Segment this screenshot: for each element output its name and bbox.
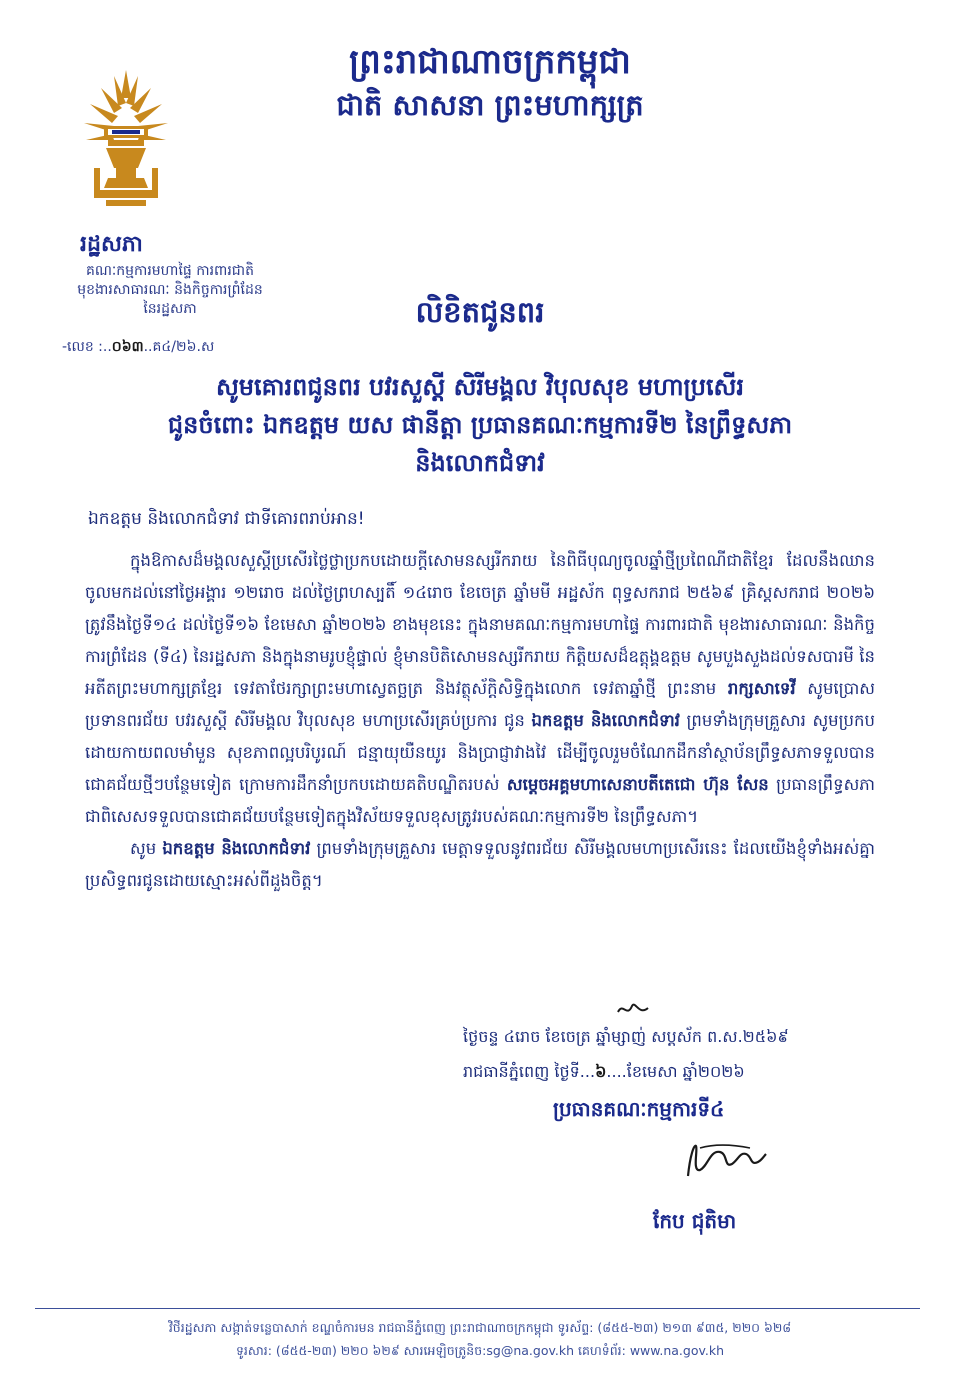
date-suffix: ....ខែមេសា ឆ្នាំ២០២៦ <box>606 1062 745 1081</box>
p1-bold-leader: សម្តេចអគ្គមហាសេនាបតីតេជោ ហ៊ុន សែន <box>506 775 769 794</box>
wish-line-1: សូមគោរពជូនពរ បវរសួស្តី សិរីមង្គល វិបុលសុខ មហាប្រសើរ <box>215 373 745 401</box>
ref-suffix: ..គ៤/២៦.ស <box>143 339 215 355</box>
letter-body <box>85 545 875 897</box>
p1-bold-deity: រាក្សសាទេវី <box>727 679 796 698</box>
date-day: ៦ <box>595 1062 607 1081</box>
national-motto: ជាតិ សាសនា ព្រះមហាក្សត្រ <box>336 88 644 122</box>
footer-contact: ទូរសារ: (៨៥៥-២៣) ២២០ ៦២៩ សារអេឡិចត្រូនិច:sg@na.gov.kh គេហទំព័រ: www.na.gov.kh <box>235 1343 725 1358</box>
sender-institution: រដ្ឋសភា <box>80 232 143 257</box>
p1-text-3: ព្រមទាំងក្រុមគ្រួសារ សូមប្រកបដោយកាយពលមាំមួន សុខភាពល្អបរិបូរណ៍ ជន្មាយុយឺនយូរ និងប្រាជ្ញាវាងវៃ ដើម្បីចូលរួមចំណែកដឹកនាំស្ថាប័នព្រឹទ្ធសភាទទួលបានជោគជ័យថ្មីៗបន្ថែមទៀត ក្រោមការដឹកនាំប្រកបដោយគតិបណ្ឌិតរបស់ <box>85 711 875 794</box>
salutation: ឯកឧត្តម និងលោកជំទាវ ជាទីគោរពរាប់អាន! <box>88 509 365 529</box>
p1-text-2: សូមប្រោសប្រទានពរជ័យ បវរសួស្តី សិរីមង្គល វិបុលសុខ មហាប្រសើរគ្រប់ប្រការ ជូន <box>85 679 875 730</box>
paragraph-1 <box>85 545 875 833</box>
paragraph-2 <box>85 833 875 897</box>
commission-line-2: មុខងារសាធារណៈ និងកិច្ចការព្រំដែន <box>77 282 263 298</box>
wish-heading <box>90 368 870 482</box>
place-date <box>463 1061 745 1085</box>
wish-line-3: និងលោកជំទាវ <box>415 449 545 477</box>
commission-line-3: នៃរដ្ឋសភា <box>143 301 197 317</box>
kingdom-heading: ព្រះរាជាណាចក្រកម្ពុជា <box>349 42 631 82</box>
document-title: លិខិតជូនពរ <box>415 295 545 329</box>
lunar-date: ថ្ងៃចន្ទ ៤រោច ខែចេត្រ ឆ្នាំម្សាញ់ សប្តស័ក ព.ស.២៥៦៩ <box>463 1027 789 1046</box>
national-assembly-emblem <box>76 68 176 218</box>
p1-bold-recipient: ឯកឧត្តម និងលោកជំទាវ <box>531 711 680 730</box>
ref-prefix: -លេខ :.. <box>62 339 112 355</box>
p2-bold-recipient: ឯកឧត្តម និងលោកជំទាវ <box>162 839 311 858</box>
commission-line-1: គណៈកម្មការមហាផ្ទៃ ការពារជាតិ <box>86 263 254 279</box>
p2-text-2: ព្រមទាំងក្រុមគ្រួសារ មេត្តាទទួលនូវពរជ័យ សិរីមង្គលមហាប្រសើរនេះ ដែលយើងខ្ញុំទាំងអស់គ្នា ប្រសិទ្ធពរជូនដោយស្មោះអស់ពីដួងចិត្ត។ <box>85 839 876 890</box>
signer-name: កែប ជុតិមា <box>653 1209 737 1233</box>
footer-address: វិថីរដ្ឋសភា សង្កាត់ទន្លេបាសាក់ ខណ្ឌចំការមន រាជធានីភ្នំពេញ ព្រះរាជាណាចក្រកម្ពុជា ទូរស័ព្ទ: (៨៥៥-២៣) ២១៣ ៩៣៥, ២២០ ៦២៨ <box>168 1320 792 1335</box>
sender-commission <box>70 262 270 319</box>
p1-text-1: ក្នុងឱកាសដ៏មង្គលសួស្តីប្រសើរថ្លៃថ្លាប្រកបដោយក្តីសោមនស្សរីករាយ នៃពិធីបុណ្យចូលឆ្នាំថ្មីប្រពៃណីជាតិខ្មែរ ដែលនឹងឈានចូលមកដល់នៅថ្ងៃអង្គារ ១២រោច ដល់ថ្ងៃព្រហស្បតិ៍ ១៤រោច ខែចេត្រ ឆ្នាំមមី អដ្ឋស័ក ពុទ្ធសករាជ ២៥៦៩ គ្រិស្តសករាជ ២០២៦ ត្រូវនឹងថ្ងៃទី១៤ ដល់ថ្ងៃទី១៦ ខែមេសា ឆ្នាំ២០២៦ ខាងមុខនេះ ក្នុងនាមគណៈកម្មការមហាផ្ទៃ ការពារជាតិ មុខងារសាធារណៈ និងកិច្ចការព្រំដែន (ទី៤) នៃរដ្ឋសភា និងក្នុងនាមរូបខ្ញុំផ្ទាល់ ខ្ញុំមានបិតិសោមនស្សរីករាយ កិត្តិយសដ៏ឧត្តុង្គឧត្តម សូមបួងសួងដល់ទសបារមី នៃអតីតព្រះមហាក្សត្រខ្មែរ ទេវតាថែរក្សាព្រះមហាស្វេតច្ឆត្រ និងវត្ថុស័ក្តិសិទ្ធិក្នុងលោក ទេវតាឆ្នាំថ្មី ព្រះនាម <box>85 551 875 698</box>
p1-text-4: ប្រធានព្រឹទ្ធសភា ជាពិសេសទទួលបានជោគជ័យបន្ថែមទៀតក្នុងវិស័យទទួលខុសត្រូវរបស់គណៈកម្មការទី២ នៃព្រឹទ្ធសភា។ <box>85 775 876 826</box>
date-prefix: រាជធានីភ្នំពេញ ថ្ងៃទី... <box>463 1062 596 1081</box>
ref-number: ០៦៣ <box>111 339 144 355</box>
reference-number <box>62 337 214 358</box>
initial-mark-icon <box>615 998 651 1020</box>
wish-line-2: ជូនចំពោះ ឯកឧត្តម យស ផានីត្តា ប្រធានគណៈកម្មការទី២ នៃព្រឹទ្ធសភា <box>167 411 793 439</box>
handwritten-signature <box>680 1136 770 1186</box>
signer-title: ប្រធានគណៈកម្មការទី៤ <box>553 1097 725 1121</box>
p2-text-1: សូម <box>130 839 157 858</box>
footer-divider <box>35 1308 920 1309</box>
